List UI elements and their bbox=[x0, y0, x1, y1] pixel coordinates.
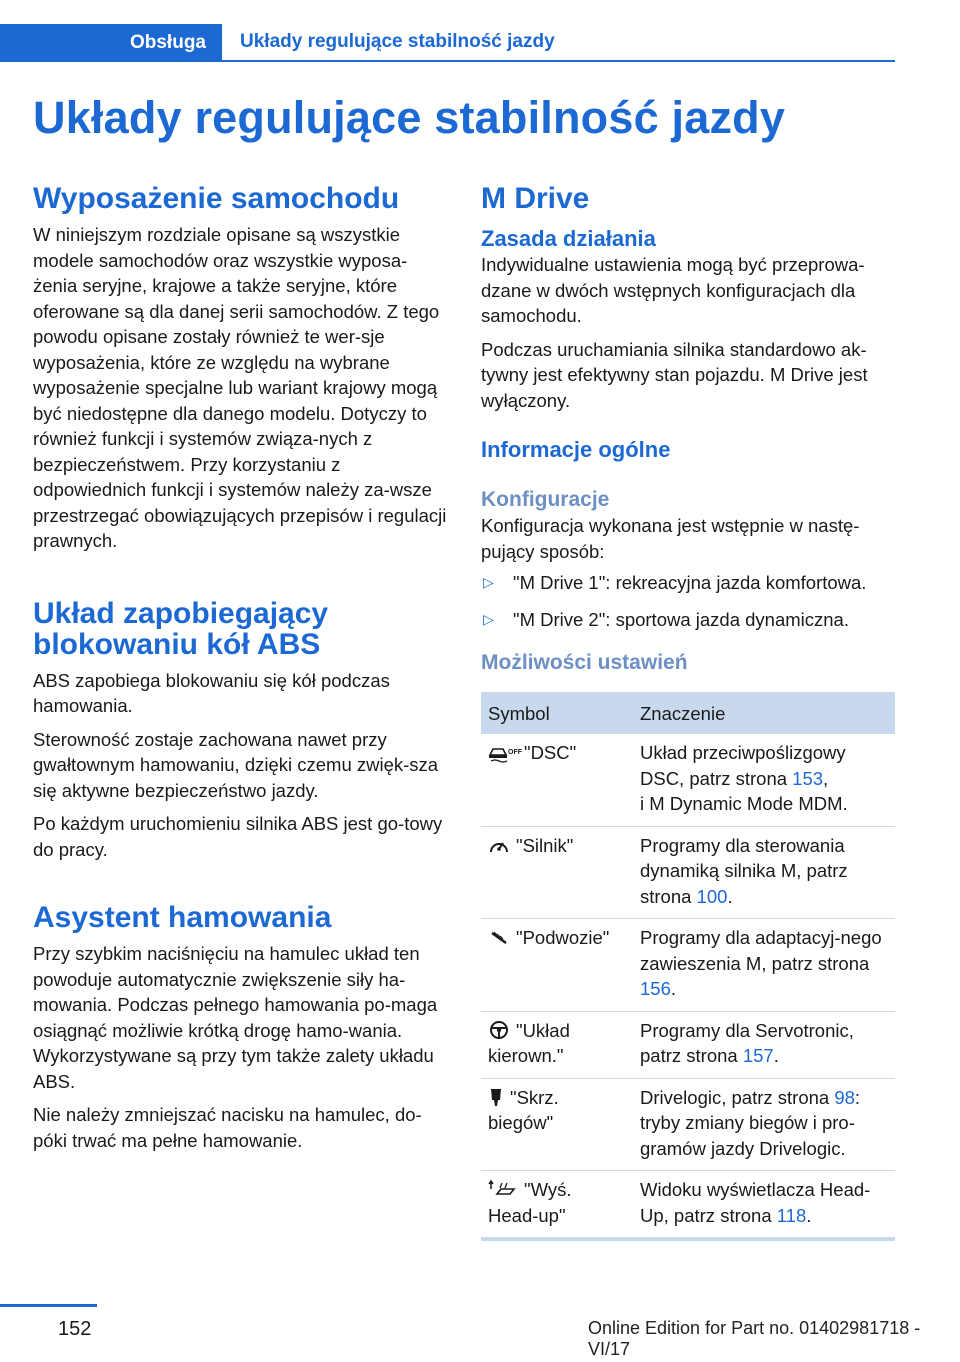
svg-text:OFF: OFF bbox=[508, 749, 522, 756]
subheading-general-info: Informacje ogólne bbox=[481, 437, 671, 462]
meaning-suffix: . bbox=[806, 1204, 812, 1226]
symbol-label: "Skrz. biegów" bbox=[488, 1086, 559, 1133]
symbol-label: "Wyś. Head-up" bbox=[488, 1179, 572, 1226]
page-link[interactable]: 118 bbox=[776, 1204, 807, 1226]
symbol-cell bbox=[481, 919, 633, 1012]
principle-paragraph-1: Indywidualne ustawienia mogą być przeprowa-dzane w dwóch wstępnych konfiguracjach dla samochodu. bbox=[481, 254, 865, 326]
engine-gauge-icon bbox=[488, 837, 510, 855]
list-item-text: "M Drive 2": sportowa jazda dynamiczna. bbox=[513, 609, 849, 630]
configurations-text: Konfiguracja wykonana jest wstępnie w nastę-pujący sposób: bbox=[481, 515, 860, 562]
meaning-cell bbox=[633, 1078, 895, 1171]
subheading-setting-options: Możliwości ustawień bbox=[481, 651, 688, 674]
abs-paragraph-2: Sterowność zostaje zachowana nawet przy gwałtownym hamowaniu, dzięki czemu zwięk-sza się aktywne bezpieczeństwo jazdy. bbox=[33, 728, 439, 801]
meaning-suffix: , bbox=[823, 767, 829, 789]
symbol-label: "Silnik" bbox=[516, 834, 574, 856]
header-divider bbox=[222, 60, 895, 62]
meaning-cell bbox=[633, 919, 895, 1012]
abs-paragraph-1: ABS zapobiega blokowaniu się kół podczas hamowania. bbox=[33, 669, 390, 716]
meaning-suffix: . bbox=[727, 885, 733, 907]
right-column bbox=[481, 183, 896, 1241]
page-link[interactable]: 157 bbox=[742, 1045, 774, 1066]
meaning-cell bbox=[633, 1171, 895, 1240]
symbol-label: "Podwozie" bbox=[516, 927, 610, 948]
meaning-cell bbox=[633, 826, 895, 919]
page-link[interactable]: 98 bbox=[834, 1086, 855, 1108]
table-row bbox=[481, 1171, 895, 1240]
breadcrumb: Układy regulujące stabilność jazdy bbox=[240, 31, 555, 52]
column-header-meaning: Znaczenie bbox=[640, 702, 726, 724]
page-link[interactable]: 100 bbox=[696, 885, 728, 907]
meaning-text: Programy dla Servotronic, patrz strona bbox=[640, 1019, 854, 1066]
bullet-triangle-icon: ▷ bbox=[483, 574, 494, 590]
section-heading-abs: Układ zapobiegający blokowaniu kół ABS bbox=[33, 596, 329, 661]
page-title: Układy regulujące stabilność jazdy bbox=[33, 92, 786, 143]
meaning-text: Widoku wyświetlacza Head-Up, patrz strona bbox=[640, 1179, 871, 1226]
meaning-cell bbox=[633, 734, 895, 826]
meaning-text: Drivelogic, patrz strona bbox=[640, 1086, 835, 1108]
subheading-configurations: Konfiguracje bbox=[481, 488, 610, 511]
meaning-text: Programy dla adaptacyj-nego zawieszenia M, patrz strona bbox=[640, 927, 882, 974]
table-row bbox=[481, 734, 895, 826]
symbol-cell bbox=[481, 1078, 633, 1171]
list-item-text: "M Drive 1": rekreacyjna jazda komfortowa. bbox=[513, 572, 867, 593]
edition-note: Online Edition for Part no. 01402981718 - VI/17 bbox=[588, 1318, 921, 1359]
meaning-text: Programy dla sterowania dynamiką silnika M, patrz strona bbox=[640, 834, 848, 907]
abs-paragraph-3: Po każdym uruchomieniu silnika ABS jest go-towy do pracy. bbox=[33, 813, 443, 860]
symbol-cell bbox=[481, 1011, 633, 1078]
table-header-row bbox=[481, 692, 895, 734]
dsc-off-icon bbox=[488, 744, 522, 762]
meaning-suffix: . bbox=[670, 978, 677, 999]
principle-paragraph-2: Podczas uruchamiania silnika standardowo ak-tywny jest efektywny stan pojazdu. M Drive jest wyłączony. bbox=[481, 338, 868, 411]
table-row bbox=[481, 919, 895, 1012]
meaning-cell bbox=[633, 1011, 895, 1078]
left-column bbox=[33, 183, 448, 1153]
symbol-cell bbox=[481, 826, 633, 919]
table-row bbox=[481, 1011, 895, 1078]
bullet-triangle-icon: ▷ bbox=[483, 611, 494, 627]
subheading-principle: Zasada działania bbox=[481, 226, 656, 251]
list-item bbox=[481, 570, 896, 607]
page-number: 152 bbox=[58, 1318, 92, 1340]
page-link[interactable]: 156 bbox=[640, 978, 671, 999]
steering-wheel-icon bbox=[488, 1020, 510, 1040]
table-row bbox=[481, 826, 895, 919]
symbol-cell bbox=[481, 1171, 633, 1240]
symbol-label: "Układ kierown." bbox=[488, 1019, 570, 1066]
meaning-suffix: : tryby zmiany biegów i pro-gramów jazdy Drivelogic. bbox=[640, 1086, 861, 1159]
page-link[interactable]: 153 bbox=[792, 767, 824, 789]
section-heading-m-drive: M Drive bbox=[481, 182, 590, 215]
meaning-text: Układ przeciwpoślizgowy DSC, patrz strona bbox=[640, 742, 846, 789]
gear-selector-icon bbox=[488, 1087, 504, 1107]
section-heading-equipment: Wyposażenie samochodu bbox=[33, 182, 400, 215]
symbol-label: "DSC" bbox=[524, 742, 577, 763]
suspension-icon bbox=[488, 929, 510, 947]
head-up-display-icon bbox=[488, 1179, 518, 1199]
column-header-symbol: Symbol bbox=[488, 702, 550, 724]
settings-table bbox=[481, 692, 895, 1241]
meaning-suffix: . bbox=[773, 1045, 779, 1066]
section-tab: Obsługa bbox=[0, 24, 222, 62]
section-heading-brake-assist: Asystent hamowania bbox=[33, 901, 332, 934]
symbol-cell bbox=[481, 734, 633, 826]
footer-divider bbox=[0, 1304, 97, 1307]
brake-assist-paragraph-1: Przy szybkim naciśnięciu na hamulec układ ten powoduje automatycznie zwiększenie siły ha-mowania. Podczas pełnego hamowania po-maga osiągnąć możliwie krótką drogę hamo-wania. Wykorzystywane są przy tym także zalety układu ABS. bbox=[33, 943, 438, 1092]
configuration-list bbox=[481, 570, 896, 644]
table-row bbox=[481, 1078, 895, 1171]
list-item bbox=[481, 607, 896, 644]
equipment-text: W niniejszym rozdziale opisane są wszystkie modele samochodów oraz wszystkie wyposa-żenia seryjne, krajowe a także seryjne, które oferowane są dla danej serii samochodów. Z tego powodu opisane zostały również te wer-sje wyposażenia, które ze względu na wybrane wyposażenie specjalne lub wariant krajowy mogą być niedostępne dla danego modelu. Dotyczy to również funkcji i systemów związa-nych z bezpieczeństwem. Przy korzystaniu z odpowiednich funkcji i systemów należy za-wsze przestrzegać obowiązujących przepisów i regulacji prawnych. bbox=[33, 224, 447, 551]
page-header bbox=[0, 0, 960, 64]
meaning-extra: i M Dynamic Mode MDM. bbox=[640, 793, 848, 814]
brake-assist-paragraph-2: Nie należy zmniejszać nacisku na hamulec, do-póki trwać ma pełne hamowanie. bbox=[33, 1104, 422, 1151]
